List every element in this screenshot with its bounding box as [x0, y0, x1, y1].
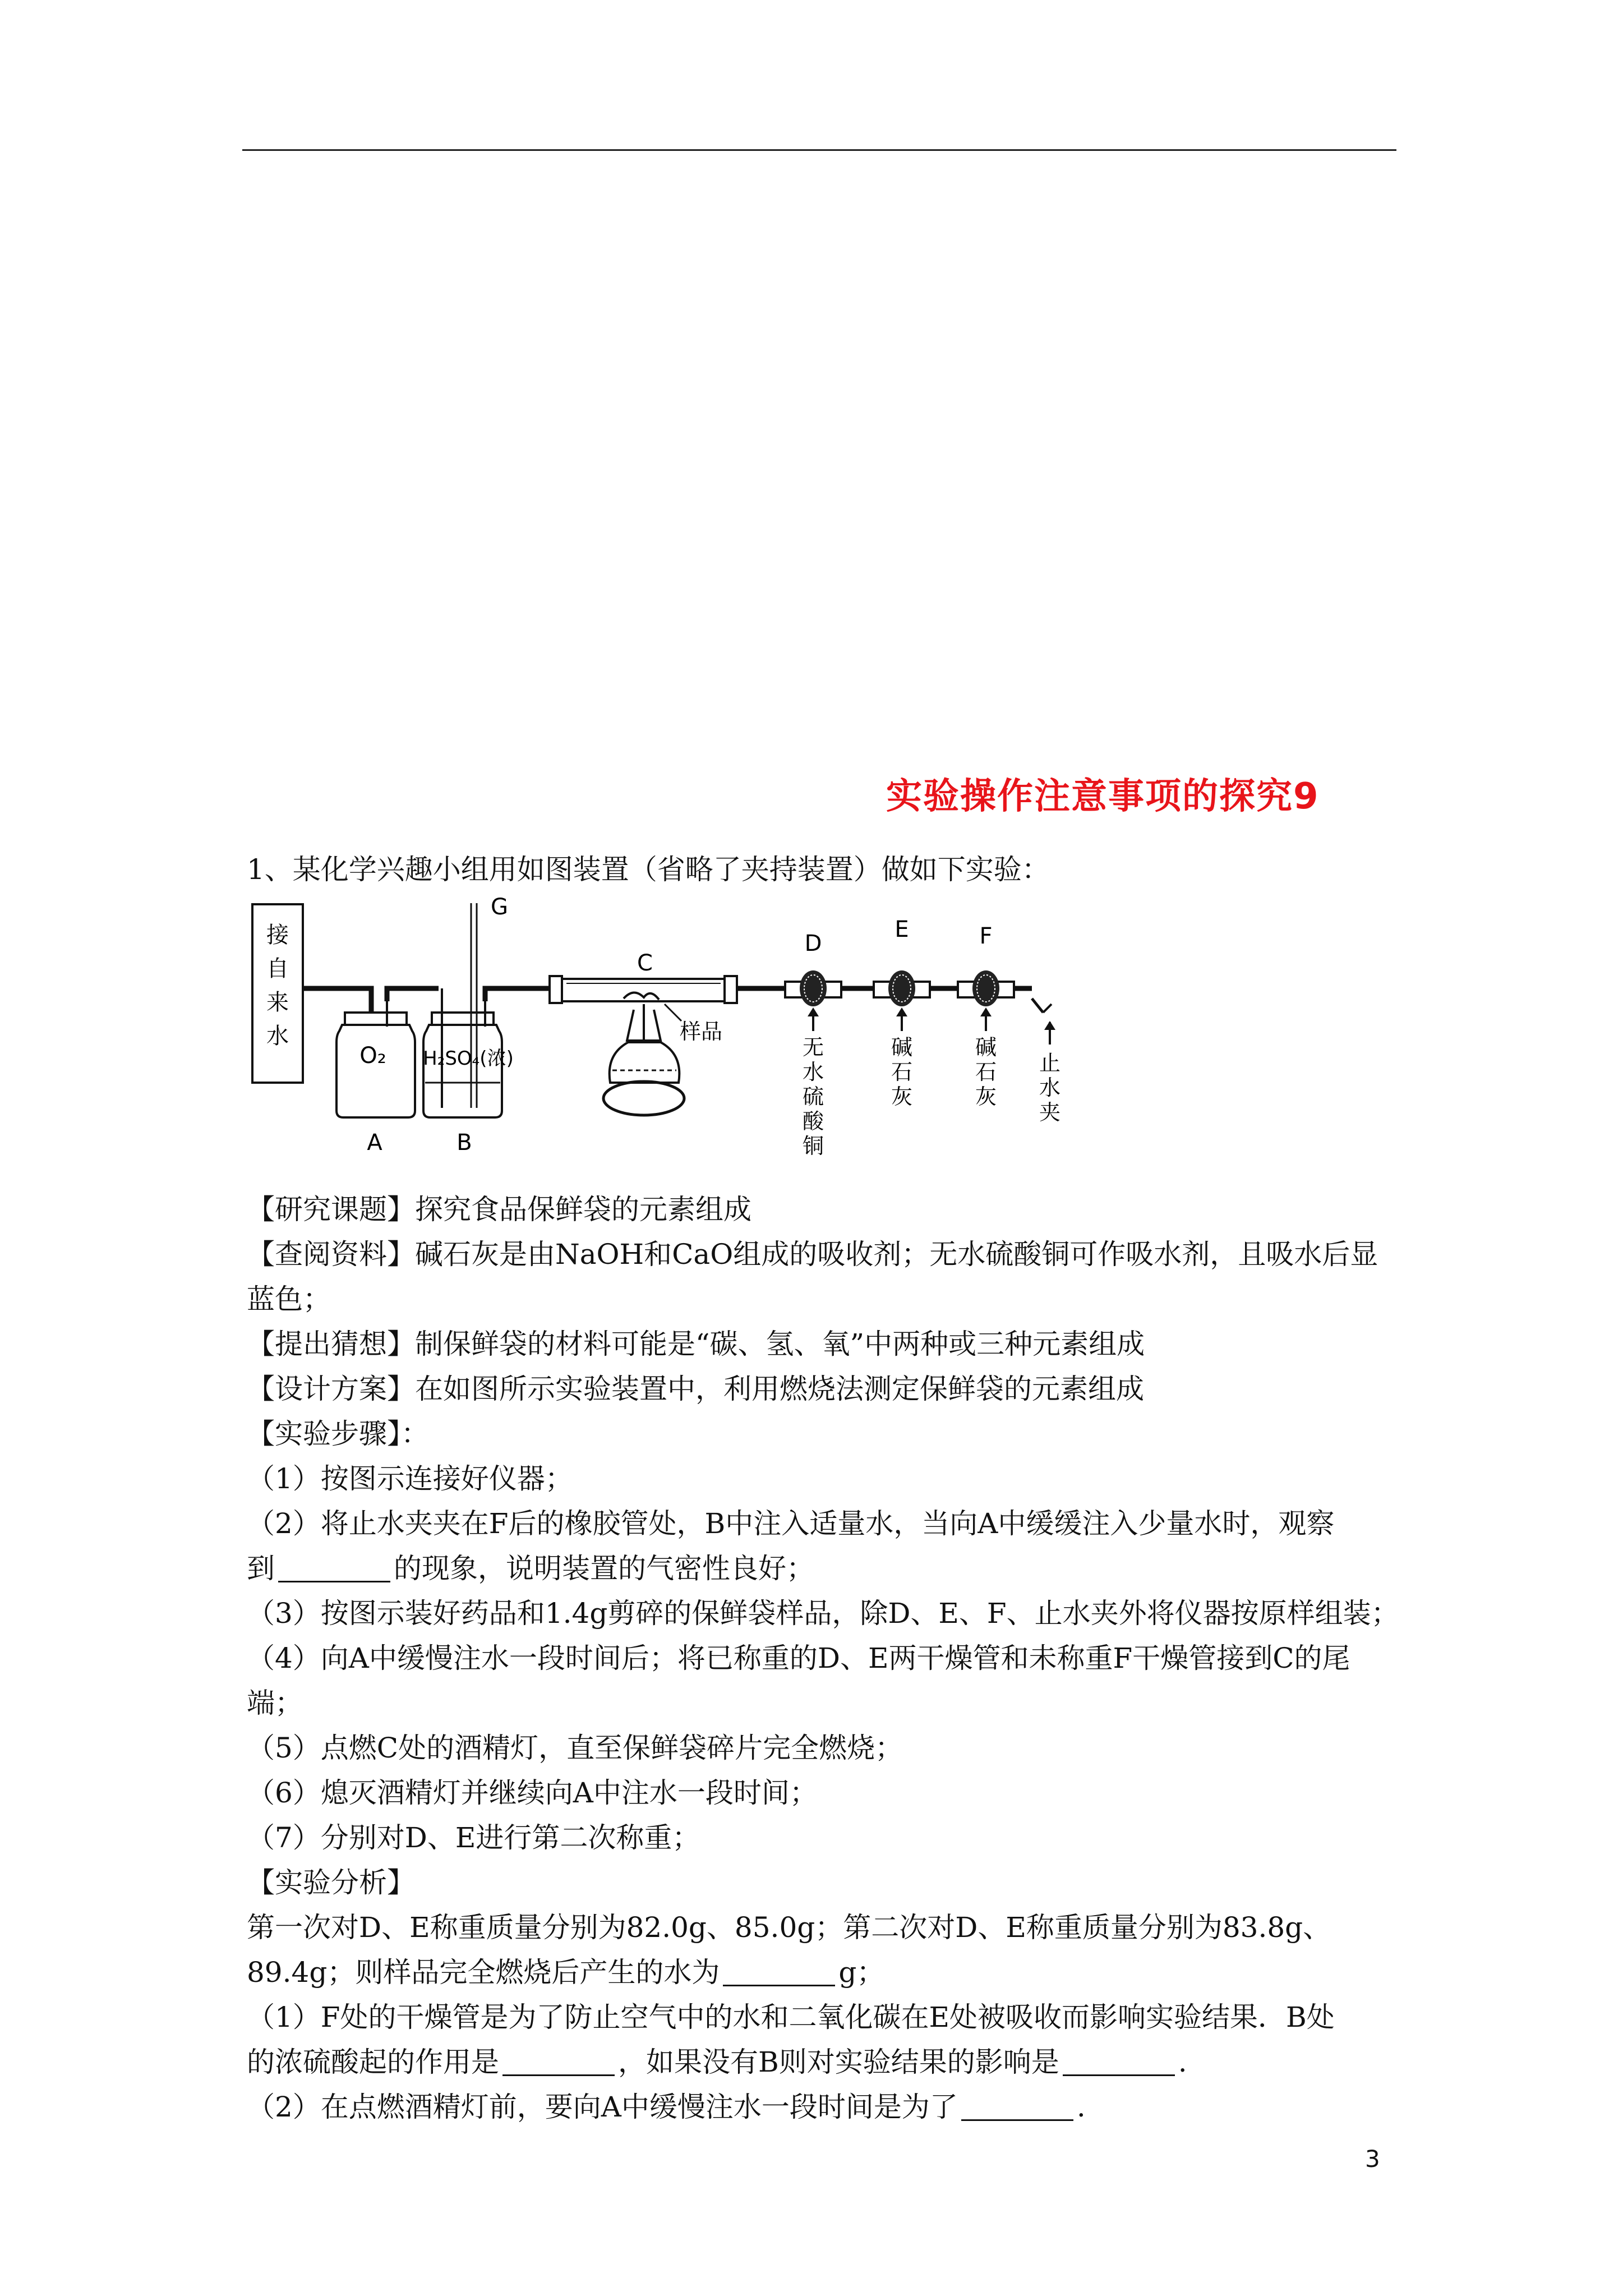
line-text: . — [1178, 2046, 1187, 2078]
text-line — [247, 1995, 1396, 2040]
text-line — [247, 1815, 1396, 1860]
line-text: . — [1076, 2091, 1086, 2123]
d-reagent-char-1: 无 — [802, 1035, 824, 1060]
line-text: 【查阅资料】碱石灰是由NaOH和CaO组成的吸收剂；无水硫酸铜可作吸水剂，且吸水后显 — [247, 1238, 1378, 1271]
bottle-b — [423, 903, 514, 1117]
text-line — [247, 1411, 1396, 1456]
f-reagent-char-3: 灰 — [975, 1084, 997, 1109]
tube-water-to-a — [303, 988, 371, 1013]
pinch-clamp — [1032, 999, 1055, 1045]
answer-blank[interactable] — [1063, 2046, 1175, 2076]
drying-tube-f — [958, 923, 1014, 1031]
line-text: （5）点燃C处的酒精灯，直至保鲜袋碎片完全燃烧； — [247, 1732, 903, 1764]
text-line — [247, 1905, 1396, 1950]
line-text: （3）按图示装好药品和1.4g剪碎的保鲜袋样品，除D、E、F、止水夹外将仪器按原样组装； — [247, 1597, 1399, 1630]
label-sample: 样品 — [680, 1019, 723, 1044]
line-text: 【研究课题】探究食品保鲜袋的元素组成 — [247, 1193, 751, 1226]
line-text: （2）将止水夹夹在F后的橡胶管处，B中注入适量水，当向A中缓缓注入少量水时，观察 — [247, 1507, 1335, 1540]
water-box-char-2: 自 — [266, 956, 289, 982]
e-reagent-char-3: 灰 — [891, 1084, 913, 1109]
answer-blank[interactable] — [278, 1553, 390, 1582]
line-text: ，如果没有B则对实验结果的影响是 — [618, 2046, 1059, 2078]
text-line — [247, 1546, 1396, 1591]
line-text: 到 — [247, 1552, 275, 1585]
answer-blank[interactable] — [723, 1957, 835, 1986]
text-line — [247, 1860, 1396, 1905]
line-text: 的浓硫酸起的作用是 — [247, 2046, 499, 2078]
water-box-char-3: 来 — [266, 990, 289, 1015]
apparatus-diagram — [247, 892, 1166, 1184]
d-reagent-char-5: 铜 — [802, 1134, 824, 1158]
question-intro: 1、某化学兴趣小组用如图装置（省略了夹持装置）做如下实验： — [247, 853, 1050, 886]
bottle-a — [336, 1001, 415, 1117]
line-text: 端； — [247, 1687, 303, 1719]
text-line — [247, 1636, 1396, 1681]
text-line — [247, 1187, 1396, 1232]
clamp-char-3: 夹 — [1039, 1100, 1061, 1125]
text-line — [247, 1456, 1396, 1501]
water-box-char-4: 水 — [266, 1023, 289, 1049]
drying-tube-e — [874, 917, 930, 1031]
line-text: （4）向A中缓慢注水一段时间后；将已称重的D、E两干燥管和未称重F干燥管接到C的尾 — [247, 1642, 1350, 1674]
line-text: 第一次对D、E称重质量分别为82.0g、85.0g；第二次对D、E称重质量分别为83.8g、 — [247, 1911, 1331, 1944]
label-o2: O₂ — [359, 1043, 386, 1069]
line-text: 的现象，说明装置的气密性良好； — [394, 1552, 814, 1585]
text-line — [247, 2040, 1396, 2085]
e-reagent-char-2: 石 — [891, 1060, 913, 1084]
line-text: 蓝色； — [247, 1283, 331, 1315]
line-text: （1）按图示连接好仪器； — [247, 1462, 573, 1495]
label-e: E — [895, 917, 909, 942]
line-text: 89.4g；则样品完全燃烧后产生的水为 — [247, 1956, 720, 1989]
d-reagent-char-3: 硫 — [802, 1084, 824, 1109]
label-b: B — [457, 1130, 472, 1156]
page-title: 实验操作注意事项的探究9 — [886, 776, 1320, 817]
clamp-char-1: 止 — [1039, 1051, 1061, 1075]
text-line — [247, 1726, 1396, 1770]
tube-b-to-c — [485, 988, 550, 1001]
line-text: g； — [838, 1956, 885, 1989]
text-line — [247, 2085, 1396, 2129]
alcohol-lamp — [603, 1004, 684, 1115]
line-text: 【设计方案】在如图所示实验装置中，利用燃烧法测定保鲜袋的元素组成 — [247, 1373, 1144, 1405]
page-number: 3 — [1365, 2145, 1380, 2173]
water-box-char-1: 接 — [266, 922, 289, 948]
text-line — [247, 1277, 1396, 1322]
text-line — [247, 1950, 1396, 1995]
header-rule — [242, 149, 1396, 151]
line-text: （6）熄灭酒精灯并继续向A中注水一段时间； — [247, 1777, 818, 1809]
text-line — [247, 1681, 1396, 1726]
label-a: A — [367, 1130, 382, 1156]
text-line — [247, 1232, 1396, 1277]
question-body — [247, 1187, 1399, 2129]
line-text: （7）分别对D、E进行第二次称重； — [247, 1821, 700, 1854]
drying-tube-d — [785, 931, 841, 1031]
tube-a-to-b — [387, 988, 439, 1001]
text-line — [247, 1322, 1396, 1366]
e-reagent-char-1: 碱 — [891, 1035, 913, 1060]
line-text: 【实验步骤】： — [247, 1418, 429, 1450]
text-line — [247, 1501, 1396, 1546]
label-f: F — [979, 923, 993, 949]
clamp-char-2: 水 — [1039, 1075, 1061, 1100]
label-g: G — [491, 894, 508, 920]
text-line — [247, 1366, 1396, 1411]
f-reagent-char-1: 碱 — [975, 1035, 997, 1060]
line-text: （2）在点燃酒精灯前，要向A中缓慢注水一段时间是为了 — [247, 2091, 958, 2123]
answer-blank[interactable] — [502, 2046, 615, 2076]
text-line — [247, 1770, 1396, 1815]
label-d: D — [804, 931, 822, 956]
line-text: （1）F处的干燥管是为了防止空气中的水和二氧化碳在E处被吸收而影响实验结果．B处 — [247, 2001, 1335, 2033]
label-h2so4: H₂SO₄(浓) — [423, 1047, 514, 1070]
answer-blank[interactable] — [961, 2091, 1073, 2121]
line-text: 【提出猜想】制保鲜袋的材料可能是“碳、氢、氧”中两种或三种元素组成 — [247, 1328, 1145, 1360]
text-line — [247, 1591, 1399, 1636]
d-reagent-char-2: 水 — [802, 1060, 824, 1084]
line-text: 【实验分析】 — [247, 1866, 415, 1899]
label-c: C — [637, 950, 653, 976]
f-reagent-char-2: 石 — [975, 1060, 997, 1084]
d-reagent-char-4: 酸 — [802, 1109, 824, 1134]
